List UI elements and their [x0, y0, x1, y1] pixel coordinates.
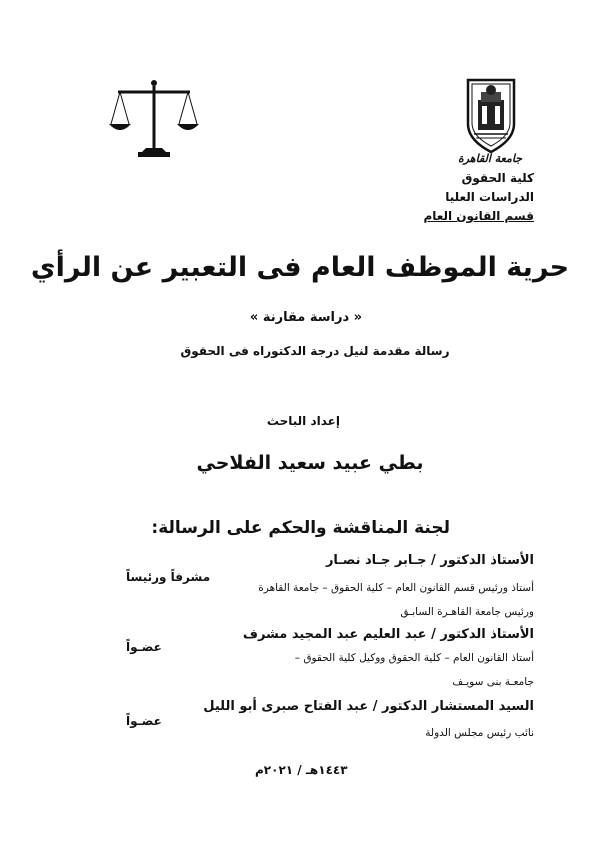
member-1-line-1: أستاذ ورئيس قسم القانون العام – كلية الحقوق – جامعة القاهرة	[258, 582, 534, 594]
member-1-role: مشرفاً ورئيساً	[126, 570, 211, 584]
member-2-role: عضـواً	[126, 640, 162, 654]
graduate-studies-label: الدراسات العليا	[445, 190, 534, 204]
submission-date: ١٤٤٣هـ / ٢٠٢١م	[255, 763, 348, 777]
member-3-name: السيد المستشار الدكتور / عبد الفتاح صبرى أبو الليل	[203, 699, 534, 714]
scales-of-justice-icon	[108, 78, 200, 160]
member-3-role: عضـواً	[126, 714, 162, 728]
cairo-university-logo	[462, 78, 520, 156]
member-1-line-2: ورئيس جامعة القاهـرة السابـق	[400, 606, 534, 618]
faculty-name: كلية الحقوق	[461, 171, 534, 185]
member-2-line-2: جامعـة بنى سويـف	[452, 676, 534, 688]
member-2-name: الأستاذ الدكتور / عبد العليم عبد المجيد مشرف	[242, 627, 534, 642]
thesis-title: حرية الموظف العام فى التعبير عن الرأي	[30, 252, 570, 283]
committee-heading: لجنة المناقشة والحكم على الرسالة:	[151, 518, 450, 538]
member-1-name: الأستاذ الدكتور / جـابر جـاد نصـار	[325, 553, 534, 568]
member-2-line-1: أستاذ القانون العام – كلية الحقوق ووكيل كلية الحقوق –	[294, 652, 534, 664]
member-3-line-1: نائب رئيس مجلس الدولة	[425, 727, 534, 739]
department-name: قسم القانون العام	[423, 209, 534, 223]
degree-statement: رسالة مقدمة لنيل درجة الدكتوراه فى الحقوق	[180, 344, 450, 358]
university-name: جامعة القاهرة	[457, 152, 522, 165]
prepared-by-label: إعداد الباحث	[266, 414, 340, 428]
researcher-name: بطي عبيد سعيد الفلاحي	[196, 452, 424, 474]
thesis-subtitle: « دراسة مقارنة »	[249, 310, 363, 325]
